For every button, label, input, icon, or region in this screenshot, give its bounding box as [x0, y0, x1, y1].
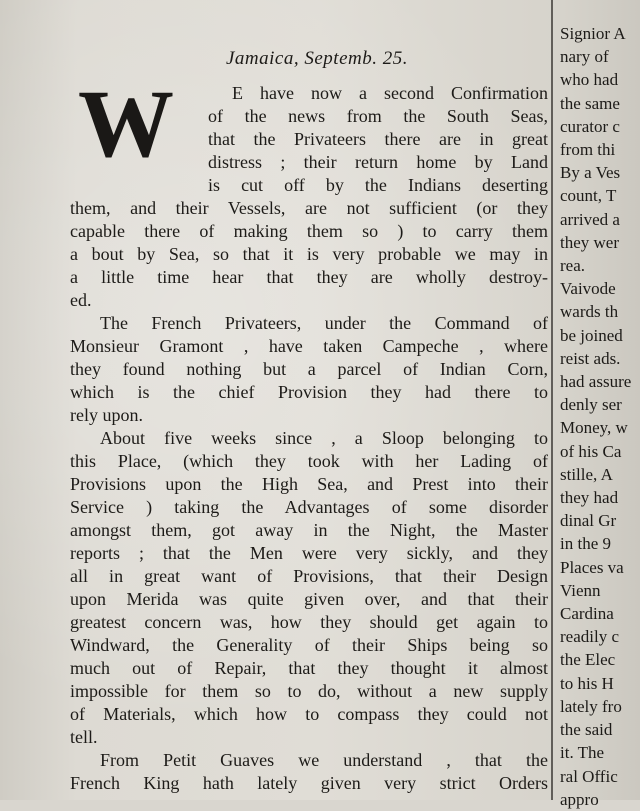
main-column: [70, 48, 548, 795]
text-line: capable there of making them so ) to carry them: [70, 221, 548, 241]
text-line: appro: [560, 789, 599, 809]
text-line: had assure: [560, 372, 632, 392]
text-line: of his Ca: [560, 441, 622, 461]
right-column: [560, 22, 640, 811]
text-line: Vienn: [560, 580, 601, 600]
text-line: Monsieur Gramont , have taken Campeche , where: [70, 336, 548, 356]
text-line: E have now a second Confirmation: [232, 83, 548, 103]
text-line: dinal Gr: [560, 511, 617, 531]
paragraph-3: [70, 427, 548, 749]
text-line: About five weeks since , a Sloop belonging to: [100, 428, 548, 448]
text-line: ed.: [70, 290, 92, 310]
text-line: count, T: [560, 186, 617, 206]
text-line: The French Privateers, under the Command of: [100, 313, 548, 333]
text-line: which is the chief Provision they had there to: [70, 382, 548, 402]
text-line: nary of: [560, 47, 609, 67]
text-line: reports ; that the Men were very sickly, and they: [70, 543, 548, 563]
text-line: who had: [560, 70, 619, 90]
text-line: of the news from the South Seas,: [208, 106, 548, 126]
text-line: the same: [560, 93, 620, 113]
text-line: from thi: [560, 140, 616, 160]
text-line: that the Privateers there are in great: [208, 129, 548, 149]
text-line: greatest concern was, how they should get again to: [70, 612, 548, 632]
text-line: ral Offic: [560, 766, 618, 786]
text-line: Provisions upon the High Sea, and Prest into their: [70, 474, 548, 494]
text-line: upon Merida was quite given over, and that their: [70, 589, 548, 609]
text-line: the Elec: [560, 650, 616, 670]
text-line: tell.: [70, 727, 98, 747]
text-line: wards th: [560, 302, 619, 322]
text-line: readily c: [560, 627, 619, 647]
text-line: they had: [560, 488, 619, 508]
text-line: all in great want of Provisions, that their Design: [70, 566, 548, 586]
text-line: impossible for them so to do, without a new supply: [70, 681, 548, 701]
text-line: Money, w: [560, 418, 628, 438]
text-line: amongst them, got away in the Night, the Master: [70, 520, 548, 540]
text-line: the said: [560, 720, 613, 740]
text-line: it. The: [560, 743, 605, 763]
text-line: Windward, the Generality of their Ships being so: [70, 635, 548, 655]
text-line: much out of Repair, that they thought it almost: [70, 658, 548, 678]
text-line: lately fro: [560, 696, 622, 716]
drop-cap: W: [78, 70, 174, 177]
text-line: Service ) taking the Advantages of some disorder: [70, 497, 548, 517]
text-line: curator c: [560, 116, 620, 136]
text-line: is cut off by the Indians deserting: [208, 175, 548, 195]
text-line: they found nothing but a parcel of Indian Corn,: [70, 359, 548, 379]
text-line: Places va: [560, 557, 624, 577]
text-line: arrived a: [560, 209, 620, 229]
text-line: in the 9: [560, 534, 611, 554]
text-line: Cardina: [560, 604, 614, 624]
text-line: to his H: [560, 673, 614, 693]
text-line: From Petit Guaves we understand , that the: [100, 750, 548, 770]
text-line: French King hath lately given very strict Orders: [70, 773, 548, 793]
text-line: distress ; their return home by Land: [208, 152, 548, 172]
text-line: them, and their Vessels, are not sufficient (or they: [70, 198, 548, 218]
text-line: of Materials, which how to compass they could not: [70, 704, 548, 724]
paragraph-1: [70, 70, 548, 312]
text-line: denly ser: [560, 395, 622, 415]
paragraph-2: [70, 312, 548, 427]
dateline: Jamaica, Septemb. 25.: [226, 48, 408, 69]
text-line: rely upon.: [70, 405, 143, 425]
text-line: Vaivode: [560, 279, 616, 299]
text-line: a little time hear that they are wholly destroy-: [70, 267, 548, 287]
text-line: reist ads.: [560, 348, 621, 368]
text-line: stille, A: [560, 464, 613, 484]
column-rule: [551, 0, 553, 800]
text-line: a bout by Sea, so that it is very probable we may in: [70, 244, 548, 264]
text-line: this Place, (which they took with her Lading of: [70, 451, 548, 471]
text-line: By a Ves: [560, 163, 621, 183]
text-line: rea.: [560, 256, 586, 276]
text-line: Signior A: [560, 24, 626, 43]
paragraph-4: [70, 749, 548, 795]
text-line: be joined: [560, 325, 623, 345]
text-line: they wer: [560, 232, 620, 252]
